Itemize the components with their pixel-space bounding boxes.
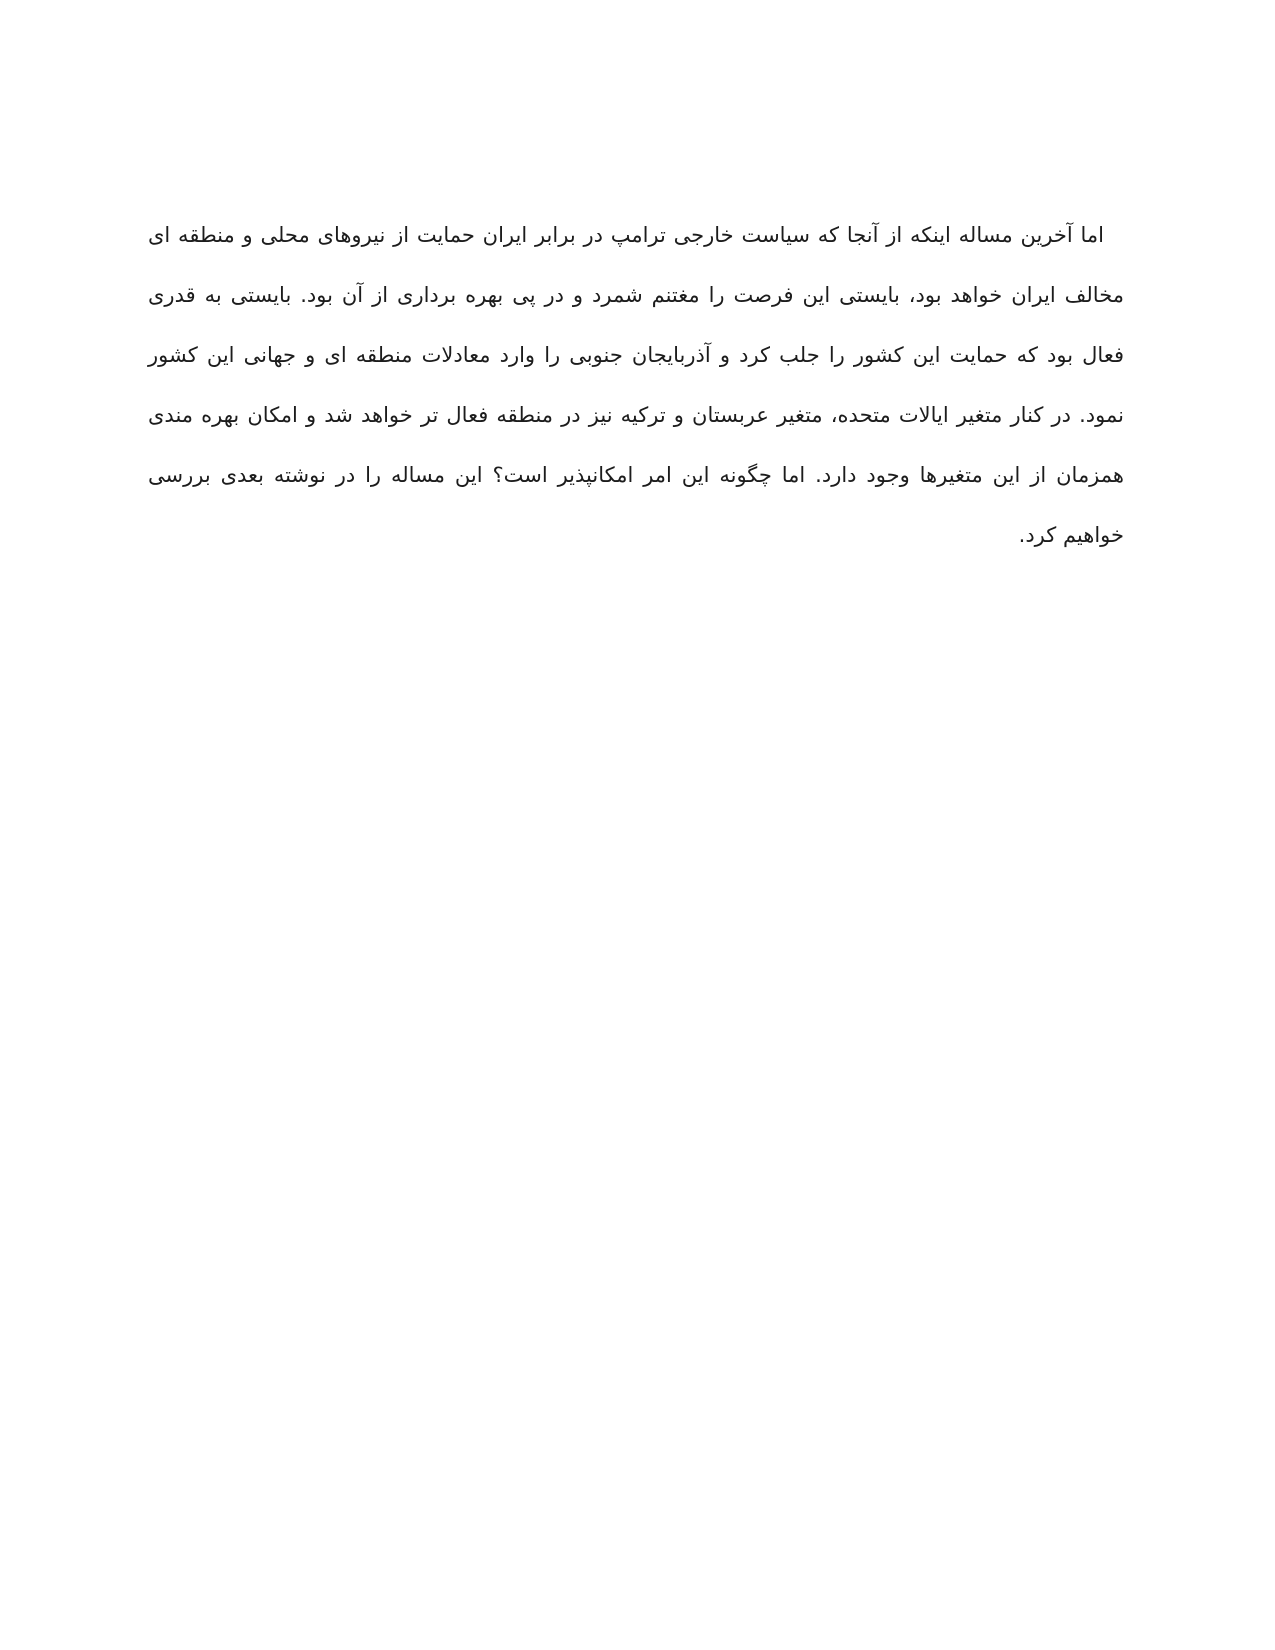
body-paragraph: اما آخرین مساله اینکه از آنجا که سیاست خارجی ترامپ در برابر ایران حمایت از نیروهای محلی و منطقه ای مخالف ایران خواهد بود، بایستی این فرصت را مغتنم شمرد و در پی بهره برداری از آن بود. بایستی به قدری فعال بود که حمایت این کشور را جلب کرد و آذربایجان جنوبی را وارد معادلات منطقه ای و جهانی این کشور نمود. در کنار متغیر ایالات متحده، متغیر عربستان و ترکیه نیز در منطقه فعال تر خواهد شد و امکان بهره مندی همزمان از این متغیرها وجود دارد. اما چگونه این امر امکانپذیر است؟ این مساله را در نوشته بعدی بررسی خواهیم کرد. bbox=[148, 223, 1124, 547]
